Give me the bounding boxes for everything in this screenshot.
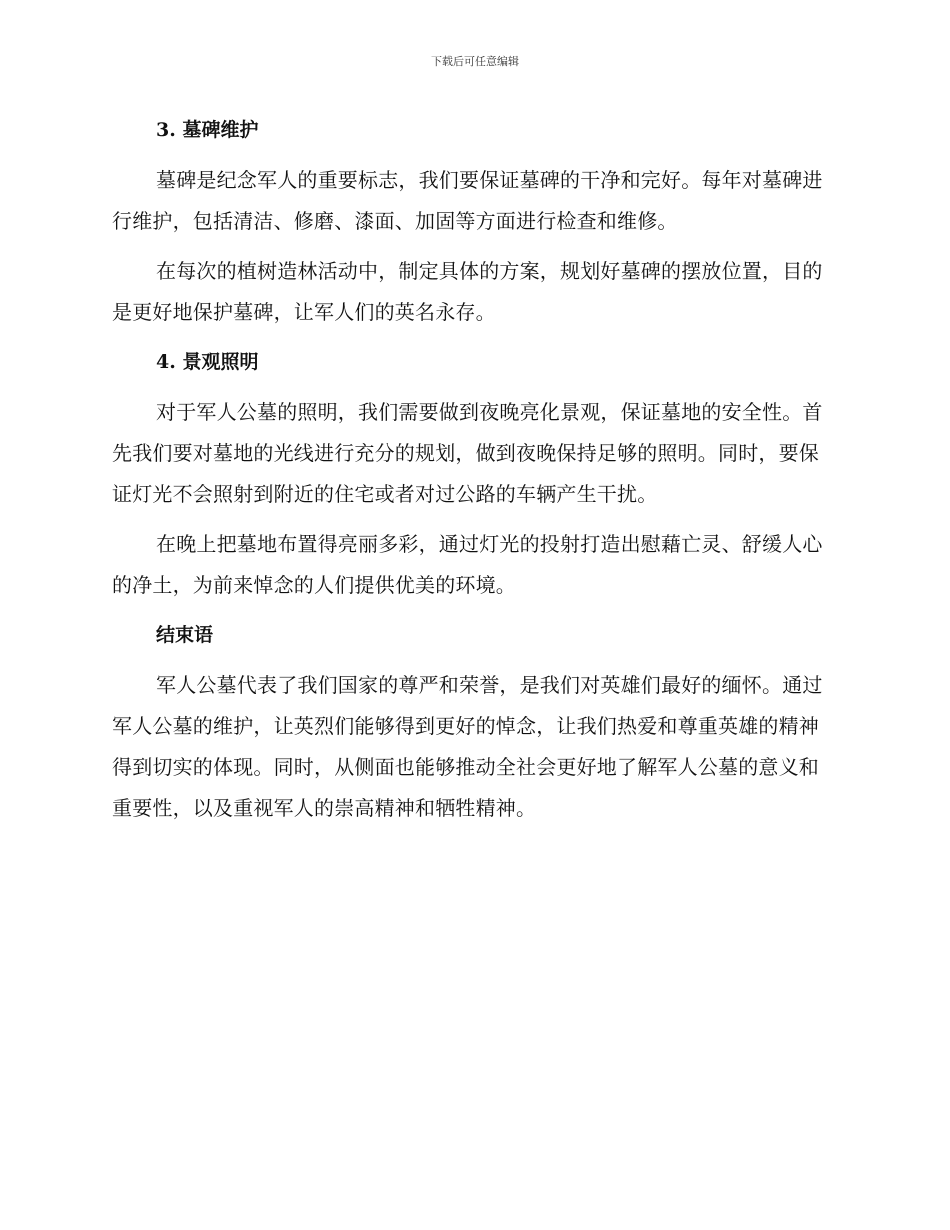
section-heading-tombstone-maintenance: 3. 墓碑维护 [156,119,259,141]
paragraph: 对于军人公墓的照明，我们需要做到夜晚亮化景观，保证墓地的安全性。首先我们要对墓地的光线进行充分的规划，做到夜晚保持足够的照明。同时，要保证灯光不会照射到附近的住宅或者对过公路的车辆产生干扰。 [112,400,823,506]
paragraph: 在晚上把墓地布置得亮丽多彩，通过灯光的投射打造出慰藉亡灵、舒缓人心的净土，为前来悼念的人们提供优美的环境。 [112,532,823,597]
section-heading-landscape-lighting: 4. 景观照明 [156,351,259,373]
paragraph: 在每次的植树造林活动中，制定具体的方案，规划好墓碑的摆放位置，目的是更好地保护墓碑，让军人们的英名永存。 [112,259,823,324]
document-body [112,110,832,829]
section-heading-conclusion: 结束语 [156,624,214,646]
paragraph: 墓碑是纪念军人的重要标志，我们要保证墓碑的干净和完好。每年对墓碑进行维护，包括清洁、修磨、漆面、加固等方面进行检查和维修。 [112,168,823,233]
paragraph: 军人公墓代表了我们国家的尊严和荣誉，是我们对英雄们最好的缅怀。通过军人公墓的维护，让英烈们能够得到更好的悼念，让我们热爱和尊重英雄的精神得到切实的体现。同时，从侧面也能够推动全社会更好地了解军人公墓的意义和重要性，以及重视军人的崇高精神和牺牲精神。 [112,673,823,820]
page-header-note: 下载后可任意编辑 [431,55,519,68]
